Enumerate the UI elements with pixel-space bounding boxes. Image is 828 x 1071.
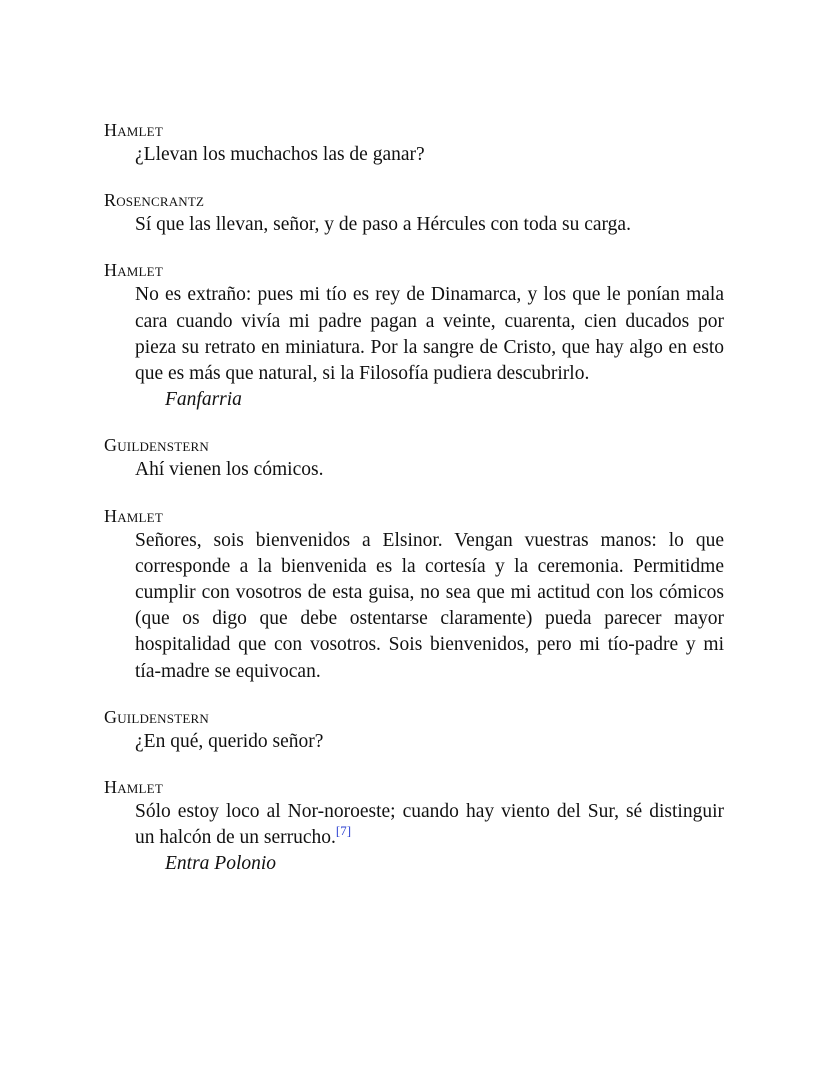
speech-text: Ahí vienen los cómicos. (135, 459, 324, 481)
stage-direction: Fanfarria (165, 389, 242, 411)
speaker-name: Guildenstern (104, 435, 209, 456)
speaker-name: Hamlet (104, 777, 163, 798)
speech-block (104, 504, 724, 685)
footnote-link[interactable]: [7] (335, 823, 352, 839)
speech-text: ¿Llevan los muchachos las de ganar? (135, 144, 425, 165)
speech-text-body: Sólo estoy loco al Nor-noroeste; cuando hay viento del Sur, sé distinguir un halcón de un serrucho. (135, 801, 724, 849)
speech-block (104, 433, 724, 483)
speaker-name: Hamlet (104, 260, 163, 281)
speech-block (104, 775, 724, 878)
speech-block (104, 258, 724, 413)
speaker-name: Hamlet (104, 120, 163, 140)
speaker-name: Guildenstern (104, 706, 209, 727)
speech-text: No es extraño: pues mi tío es rey de Dinamarca, y los que le ponían mala cara cuando vivía mi padre pagan a veinte, cuarenta, cien ducados por pieza su retrato en miniatura. Por la sangre de Cristo, que hay algo en esto que es más que natural, si la Filosofía pudiera descubrirlo. (135, 284, 724, 385)
speech-block (104, 188, 724, 238)
speech-block (104, 118, 724, 168)
speech-text: ¿En qué, querido señor? (135, 730, 324, 752)
speech-text: Señores, sois bienvenidos a Elsinor. Vengan vuestras manos: lo que corresponde a la bienvenida es la cortesía y la ceremonia. Permitidme cumplir con vosotros de esta guisa, no sea que mi actitud con los cómicos (que os digo que debe ostentarse claramente) pueda parecer mayor hospitalidad que con vosotros. Sois bienvenidos, pero mi tío-padre y mi tía-madre se equivocan. (135, 529, 724, 682)
speech-text: Sí que las llevan, señor, y de paso a Hércules con toda su carga. (135, 214, 631, 236)
stage-direction: Entra Polonio (165, 853, 277, 875)
speech-block (104, 705, 724, 755)
speech-text (135, 799, 724, 851)
play-text (104, 118, 724, 898)
speaker-name: Hamlet (104, 505, 163, 526)
speaker-name: Rosencrantz (104, 190, 205, 211)
